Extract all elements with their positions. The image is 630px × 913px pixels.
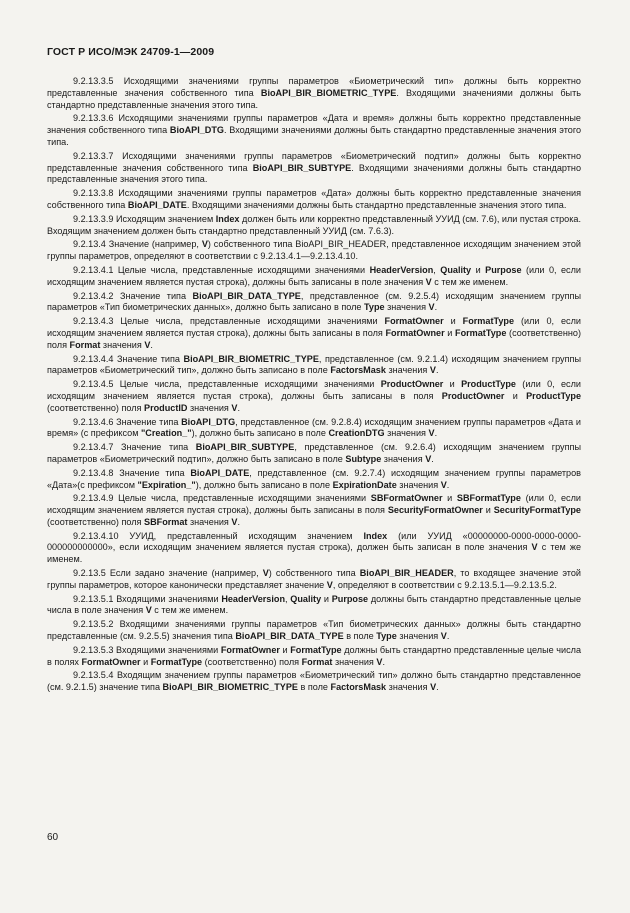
paragraph bbox=[47, 239, 581, 263]
bold-term: Format bbox=[301, 656, 333, 667]
bold-term: V bbox=[430, 682, 437, 693]
text-run: 9.2.13.4.6 Значение типа bbox=[73, 416, 182, 427]
paragraph bbox=[47, 76, 581, 111]
paragraph bbox=[47, 417, 581, 441]
bold-term: V bbox=[262, 568, 269, 579]
paragraph bbox=[47, 265, 581, 289]
paragraph bbox=[47, 568, 581, 592]
bold-term: FactorsMask bbox=[330, 365, 386, 376]
paragraph bbox=[47, 214, 581, 238]
text-run: , представленное (см. 9.2.6.4) исходящим значением группы параметров «Биометрический подтип», должно быть записано в поле bbox=[47, 442, 581, 464]
text-run: . Входящими значениями должны быть стандартно представленные значения этого типа. bbox=[47, 162, 581, 185]
bold-term: "Creation_" bbox=[140, 428, 192, 439]
text-run: с тем же именем. bbox=[151, 605, 229, 616]
text-run: , представленное (см. 9.2.1.4) исходящим значением группы параметров «Биометрический тип», должно быть записано в поле bbox=[47, 353, 581, 376]
document-header: ГОСТ Р ИСО/МЭК 24709-1—2009 bbox=[47, 46, 215, 58]
bold-term: FormatType bbox=[455, 327, 507, 338]
text-run: . Входящими значениями должны быть стандартно представленные значения этого типа. bbox=[47, 125, 581, 147]
bold-term: V bbox=[376, 656, 383, 667]
bold-term: HeaderVersion bbox=[221, 593, 285, 604]
text-run: и bbox=[443, 379, 462, 390]
bold-term: SBFormatType bbox=[456, 493, 521, 504]
text-run: 9.2.13.4.1 Целые числа, представленные исходящими значениями bbox=[73, 264, 370, 275]
bold-term: SBFormatOwner bbox=[370, 493, 443, 504]
paragraph bbox=[47, 594, 581, 618]
bold-term: V bbox=[144, 339, 151, 350]
bold-term: V bbox=[429, 365, 436, 376]
bold-term: V bbox=[428, 428, 435, 439]
text-run: и bbox=[444, 327, 456, 338]
text-run: 9.2.13.4.3 Целые числа, представленные исходящими значениями bbox=[73, 316, 385, 327]
text-run: . bbox=[434, 428, 438, 439]
bold-term: FormatType bbox=[462, 316, 515, 327]
bold-term: BioAPI_BIR_DATA_TYPE bbox=[192, 290, 301, 301]
text-run: в поле bbox=[343, 631, 377, 642]
text-run: . Входящими значениями должны быть стандартно представленные значения этого типа. bbox=[186, 199, 567, 210]
text-run: 9.2.13.5.4 Входящим значением группы параметров «Биометрический тип» должно быть стандартно представленное (см. 9.2.1.5) значение типа bbox=[47, 670, 581, 693]
paragraph bbox=[47, 113, 581, 148]
text-run: и bbox=[321, 593, 332, 604]
bold-term: CreationDTG bbox=[328, 428, 385, 439]
text-run: , bbox=[285, 593, 291, 604]
text-run: ) собственного типа bbox=[268, 568, 360, 579]
paragraph bbox=[47, 354, 581, 378]
bold-term: HeaderVersion bbox=[369, 264, 434, 275]
text-run: в поле bbox=[297, 682, 331, 693]
text-run: с тем же именем. bbox=[47, 542, 582, 565]
text-run: должны быть стандартно представленные целые числа в полях bbox=[47, 644, 582, 667]
bold-term: BioAPI_BIR_BIOMETRIC_TYPE bbox=[183, 353, 319, 364]
paragraph bbox=[47, 531, 581, 566]
text-run: 9.2.13.3.5 Исходящими значениями группы параметров «Биометрический тип» должны быть корректно представленные значения собственного типа bbox=[47, 76, 581, 98]
text-run: и bbox=[279, 644, 291, 655]
bold-term: FactorsMask bbox=[330, 682, 387, 693]
paragraph bbox=[47, 442, 581, 466]
text-run: значения bbox=[187, 402, 232, 413]
text-run: и bbox=[482, 505, 494, 516]
text-run: (соответственно) поля bbox=[47, 327, 581, 350]
text-run: (или 0, если исходящим значением является пустая строка), должны быть записаны в поля bbox=[47, 379, 581, 401]
text-run: значения bbox=[396, 631, 441, 642]
bold-term: BioAPI_DTG bbox=[169, 125, 224, 136]
text-run: , представленное (см. 9.2.7.4) исходящим значением группы параметров «Дата»(с префиксом bbox=[47, 467, 581, 490]
text-run: , то входящее значение этой группы параметров, которое канонически представляет значение bbox=[47, 568, 581, 590]
text-run: . bbox=[150, 339, 153, 350]
bold-term: "Expiration_" bbox=[137, 479, 196, 490]
bold-term: V bbox=[231, 516, 238, 527]
bold-term: ProductOwner bbox=[441, 390, 505, 401]
text-run: 9.2.13.5.1 Входящими значениями bbox=[73, 593, 222, 604]
bold-term: SecurityFormatType bbox=[493, 505, 581, 516]
bold-term: BioAPI_DATE bbox=[127, 199, 187, 210]
text-run: должен быть или корректно представленный УУИД (см. 7.6), или пустая строка. Входящим значением должен быть стандартно представленный УУИД (см. 7.6.3). bbox=[47, 213, 581, 236]
bold-term: BioAPI_BIR_SUBTYPE bbox=[252, 162, 352, 173]
bold-term: V bbox=[440, 479, 447, 490]
text-run: 9.2.13.4.5 Целые числа, представленные исходящими значениями bbox=[73, 379, 381, 390]
text-run: (или 0, если исходящим значением является пустая строка), должны быть записаны в поле значения bbox=[47, 264, 581, 287]
bold-term: V bbox=[326, 579, 333, 590]
text-run: (соответственно) поля bbox=[47, 516, 144, 527]
bold-term: V bbox=[425, 276, 432, 287]
bold-term: BioAPI_BIR_HEADER bbox=[359, 568, 454, 579]
bold-term: SBFormat bbox=[144, 516, 188, 527]
text-run: 9.2.13.4.2 Значение типа bbox=[73, 290, 193, 301]
bold-term: FormatOwner bbox=[385, 327, 445, 338]
text-run: (соответственно) поля bbox=[202, 656, 302, 667]
paragraph bbox=[47, 619, 581, 643]
text-run: и bbox=[442, 493, 457, 504]
text-run: 9.2.13.4.8 Значение типа bbox=[73, 467, 191, 478]
paragraph bbox=[47, 151, 581, 186]
text-run: 9.2.13.4.7 Значение типа bbox=[73, 442, 196, 453]
text-run: значения bbox=[100, 339, 145, 350]
bold-term: ProductType bbox=[526, 390, 581, 401]
text-run: 9.2.13.4.4 Значение типа bbox=[73, 353, 184, 364]
bold-term: FormatOwner bbox=[81, 656, 141, 667]
text-run: и bbox=[504, 390, 527, 401]
text-run: 9.2.13.3.6 Исходящими значениями группы параметров «Дата и время» должны быть корректно представленные значения собственного типа bbox=[47, 113, 581, 136]
bold-term: FormatType bbox=[150, 656, 203, 667]
paragraph bbox=[47, 493, 581, 528]
text-run: 9.2.13.5.3 Входящими значениями bbox=[73, 644, 221, 655]
bold-term: SecurityFormatOwner bbox=[387, 505, 483, 516]
text-run: . bbox=[431, 453, 434, 464]
text-run: значения bbox=[384, 428, 429, 439]
text-run: , определяют в соответствии с 9.2.13.5.1—9.2.13.5.2. bbox=[332, 579, 557, 590]
text-run: и bbox=[471, 264, 486, 275]
text-run: 9.2.13.3.7 Исходящими значениями группы параметров «Биометрический подтип» должны быть корректно представленные значения собственного типа bbox=[47, 150, 581, 173]
text-run: значения bbox=[385, 365, 430, 376]
bold-term: V bbox=[145, 605, 152, 616]
text-run: (или 0, если исходящим значением является пустая строка), должны быть записаны в поля bbox=[47, 316, 581, 338]
paragraph bbox=[47, 670, 581, 694]
text-run: с тем же именем. bbox=[431, 276, 509, 287]
bold-term: V bbox=[440, 631, 447, 642]
paragraph bbox=[47, 468, 581, 492]
text-run: ) собственного типа BioAPI_BIR_HEADER, представленное исходящим значением этой группы параметров, определяют в соответствии с 9.2.13.4.1—9.2.13.4.10. bbox=[47, 239, 581, 262]
text-run: 9.2.13.4.9 Целые числа, представленные исходящими значениями bbox=[73, 493, 371, 504]
paragraph bbox=[47, 188, 581, 212]
bold-term: V bbox=[201, 239, 208, 250]
bold-term: Purpose bbox=[485, 264, 522, 275]
bold-term: ProductType bbox=[461, 379, 516, 390]
bold-term: Type bbox=[376, 631, 397, 642]
text-run: . bbox=[446, 631, 450, 642]
text-run: . bbox=[446, 479, 450, 490]
text-run: . bbox=[434, 302, 438, 313]
text-run: . bbox=[237, 402, 240, 413]
text-run: должны быть стандартно представленные целые числа в поле значения bbox=[47, 593, 581, 616]
bold-term: BioAPI_BIR_DATA_TYPE bbox=[235, 631, 344, 642]
text-run: ), должно быть записано в поле bbox=[191, 428, 329, 439]
bold-term: BioAPI_DTG bbox=[181, 416, 236, 427]
text-run: , bbox=[433, 264, 441, 275]
text-run: значения bbox=[381, 453, 426, 464]
bold-term: Quality bbox=[290, 593, 322, 604]
text-run: (или УУИД «00000000-0000-0000-0000-000000000000», если исходящим значением является пустая строка), должен быть записан в поле значения bbox=[47, 530, 581, 553]
text-run: значения bbox=[396, 479, 441, 490]
bold-term: BioAPI_BIR_BIOMETRIC_TYPE bbox=[260, 87, 397, 98]
bold-term: Purpose bbox=[331, 593, 369, 604]
paragraph bbox=[47, 316, 581, 351]
text-run: . bbox=[436, 682, 439, 693]
bold-term: V bbox=[428, 302, 435, 313]
bold-term: V bbox=[231, 402, 238, 413]
bold-term: BioAPI_BIR_SUBTYPE bbox=[195, 442, 295, 453]
text-run: 9.2.13.3.9 Исходящим значением bbox=[73, 213, 216, 224]
text-run: и bbox=[443, 316, 463, 327]
bold-term: BioAPI_DATE bbox=[190, 467, 250, 478]
bold-term: ExpirationDate bbox=[332, 479, 397, 490]
bold-term: V bbox=[425, 453, 432, 464]
text-run: . Входящими значениями должны быть стандартно представленные значения этого типа. bbox=[47, 87, 581, 110]
paragraph bbox=[47, 645, 581, 669]
text-run: ), должно быть записано в поле bbox=[195, 479, 333, 490]
text-run: значения bbox=[384, 302, 429, 313]
text-run: (или 0, если исходящим значением является пустая строка), должны быть записаны в поля bbox=[47, 493, 581, 516]
bold-term: FormatType bbox=[290, 644, 342, 655]
bold-term: Index bbox=[363, 530, 388, 541]
bold-term: ProductOwner bbox=[380, 379, 444, 390]
text-run: 9.2.13.3.8 Исходящими значениями группы параметров «Дата» должны быть корректно представленные значения собственного типа bbox=[47, 188, 581, 210]
bold-term: BioAPI_BIR_BIOMETRIC_TYPE bbox=[162, 682, 298, 693]
bold-term: ProductID bbox=[144, 402, 188, 413]
text-run: (соответственно) поля bbox=[47, 402, 144, 413]
bold-term: Quality bbox=[440, 264, 472, 275]
text-run: 9.2.13.4.10 УУИД, представленный исходящим значением bbox=[73, 530, 364, 541]
bold-term: Type bbox=[364, 302, 385, 313]
bold-term: V bbox=[531, 542, 538, 553]
paragraph bbox=[47, 291, 581, 315]
text-run: значения bbox=[386, 682, 431, 693]
text-run: значения bbox=[187, 516, 232, 527]
text-run: . bbox=[435, 365, 439, 376]
text-run: 9.2.13.4 Значение (например, bbox=[73, 239, 202, 250]
text-run: . bbox=[237, 516, 240, 527]
text-run: и bbox=[140, 656, 151, 667]
page-number: 60 bbox=[47, 832, 59, 843]
text-run: значения bbox=[332, 656, 377, 667]
bold-term: FormatOwner bbox=[384, 316, 444, 327]
text-run: 9.2.13.5.2 Входящими значениями группы параметров «Тип биометрических данных» должны быть стандартно представленные (см. 9.2.5.5) значения типа bbox=[47, 619, 581, 642]
paragraph bbox=[47, 379, 581, 414]
bold-term: FormatOwner bbox=[220, 644, 280, 655]
bold-term: Subtype bbox=[345, 453, 382, 464]
bold-term: Format bbox=[69, 339, 101, 350]
text-run: , представленное (см. 9.2.8.4) исходящим значением группы параметров «Дата и время» (с префиксом bbox=[47, 416, 581, 439]
document-body bbox=[47, 76, 581, 696]
text-run: . bbox=[382, 656, 385, 667]
text-run: , представленное (см. 9.2.5.4) исходящим значением группы параметров «Тип биометрических данных», должно быть записано в поле bbox=[47, 290, 581, 313]
text-run: 9.2.13.5 Если задано значение (например, bbox=[73, 568, 263, 579]
bold-term: Index bbox=[215, 213, 240, 224]
